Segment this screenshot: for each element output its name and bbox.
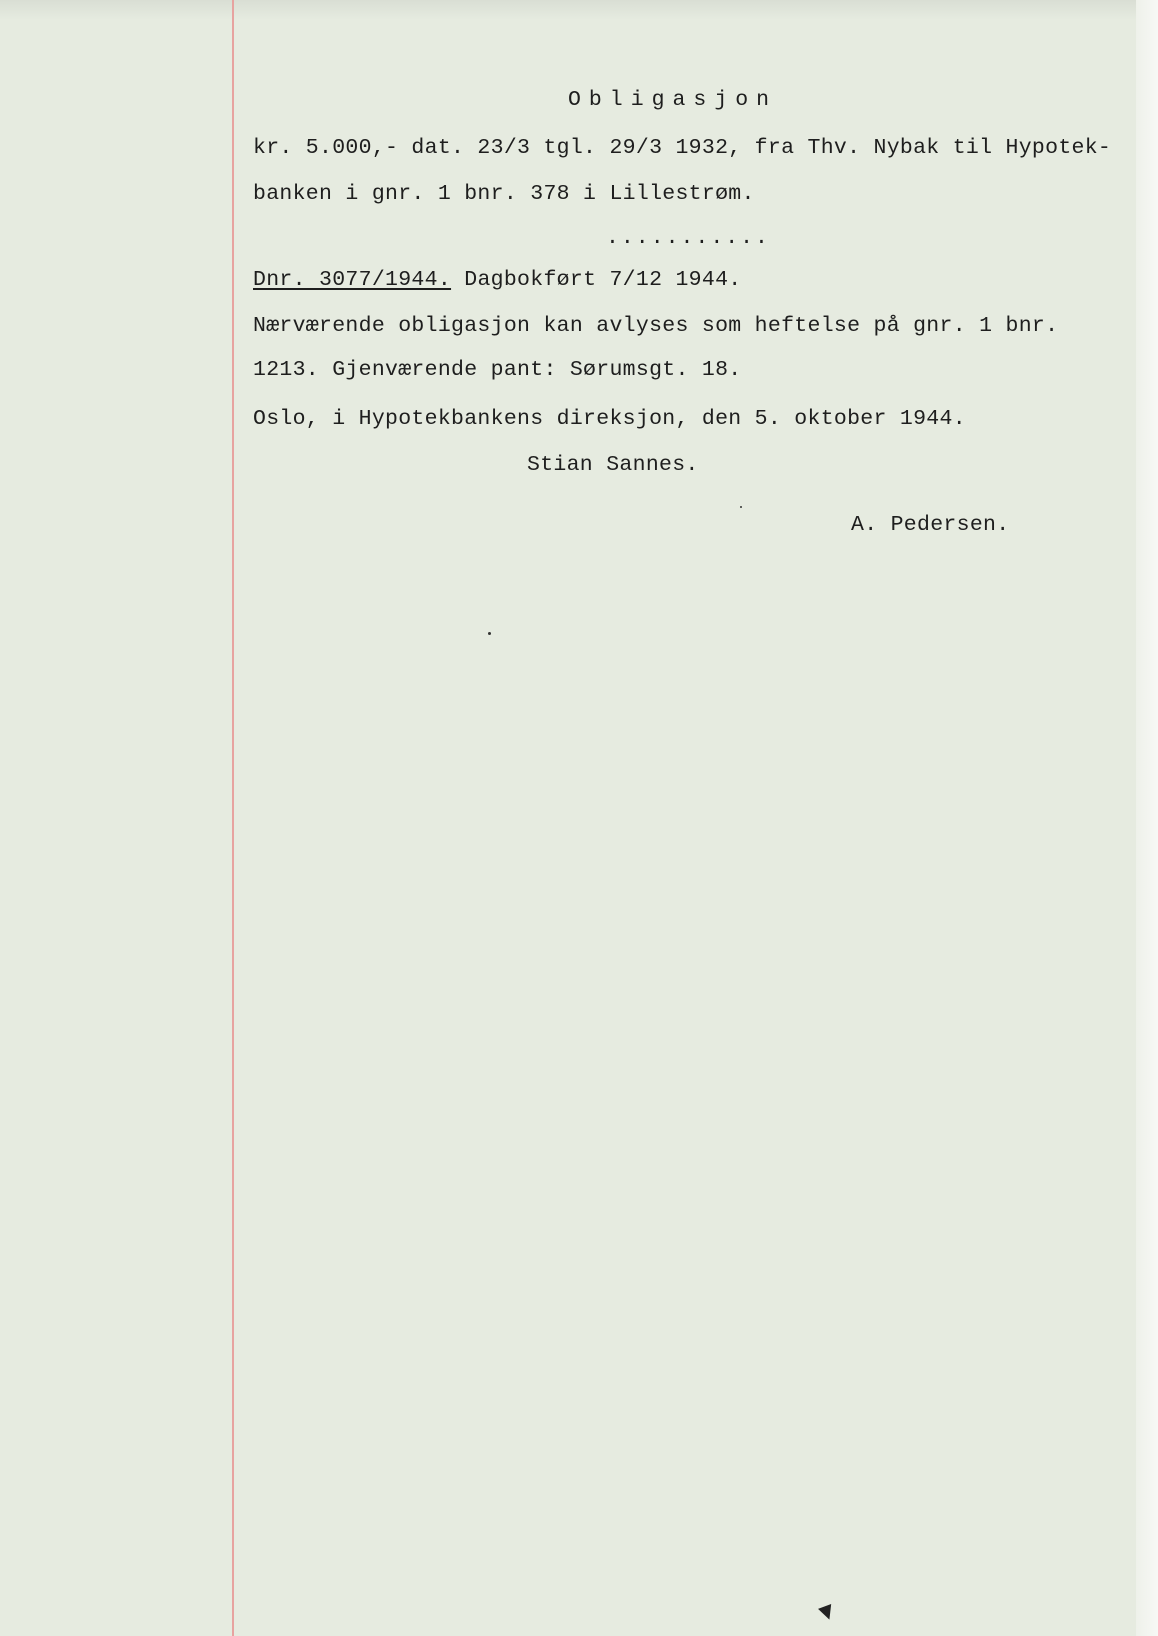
document-title: Obligasjon (568, 88, 778, 112)
entry-date: Dagbokført 7/12 1944. (451, 268, 742, 292)
place-date-line: Oslo, i Hypotekbankens direksjon, den 5. oktober 1944. (253, 407, 966, 431)
scan-speck (740, 506, 742, 508)
paragraph1-line1: kr. 5.000,- dat. 23/3 tgl. 29/3 1932, fra Thv. Nybak til Hypotek- (253, 136, 1112, 160)
entry-line (253, 268, 742, 292)
signature-sannes: Stian Sannes. (527, 453, 699, 477)
scan-corner-mark (818, 1604, 836, 1622)
separator-dots: ........... (606, 226, 770, 250)
paragraph1-line2: banken i gnr. 1 bnr. 378 i Lillestrøm. (253, 182, 755, 206)
margin-rule (232, 0, 234, 1636)
scan-top-shadow (0, 0, 1158, 20)
scan-speck (488, 632, 491, 635)
signature-pedersen: A. Pedersen. (851, 513, 1010, 537)
paragraph2-line1: Nærværende obligasjon kan avlyses som heftelse på gnr. 1 bnr. (253, 314, 1059, 338)
scan-right-edge (1136, 0, 1158, 1636)
entry-reference: Dnr. 3077/1944. (253, 268, 452, 292)
paragraph2-line2: 1213. Gjenværende pant: Sørumsgt. 18. (253, 358, 742, 382)
